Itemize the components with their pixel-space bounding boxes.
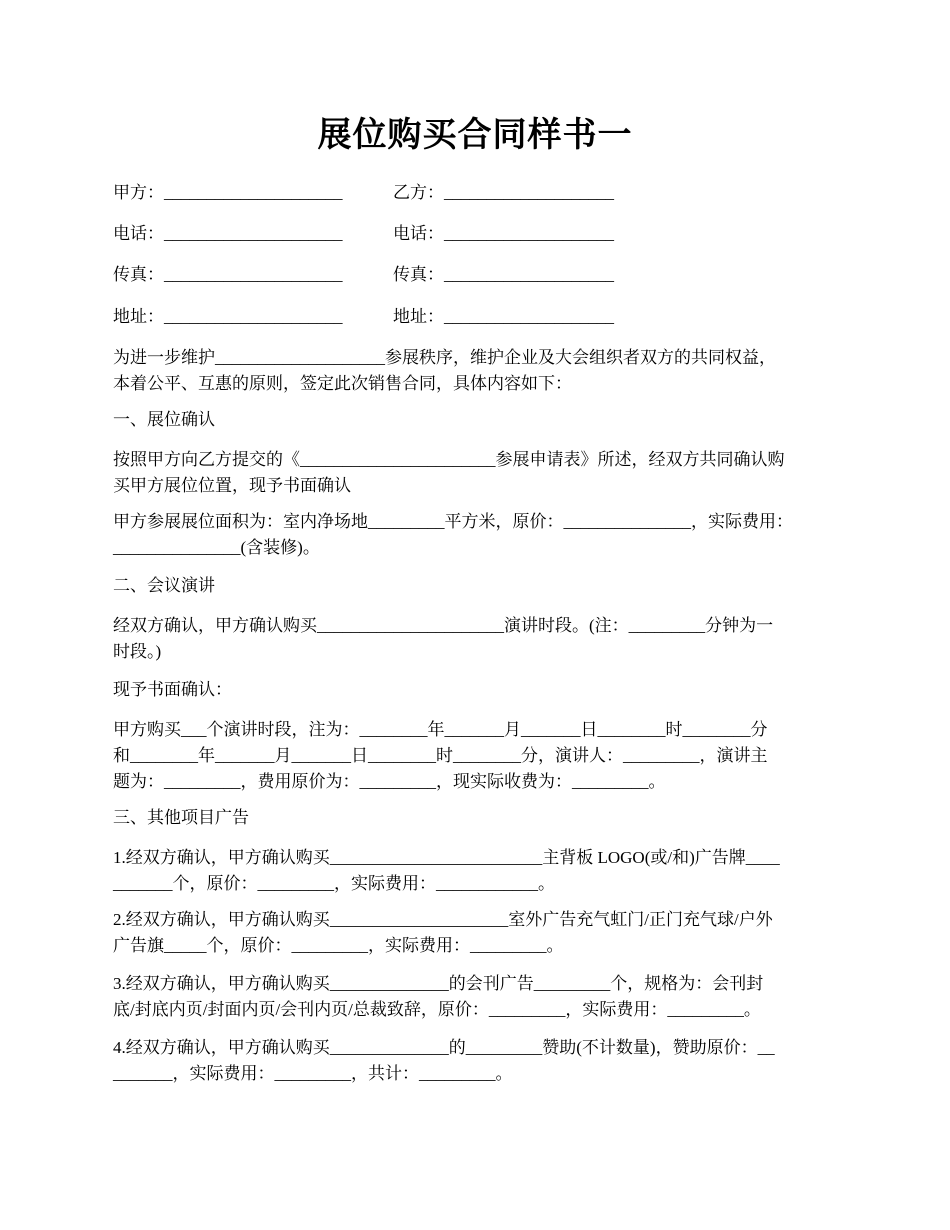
party-a-phone: 电话：_____________________: [113, 224, 343, 243]
paragraph-line: 时段。): [113, 642, 162, 661]
party-b-address: 地址：____________________: [393, 307, 614, 326]
paragraph-line: 1.经双方确认，甲方确认购买_________________________主背板 LOGO(或/和)广告牌____: [113, 848, 780, 867]
section2-paragraph-2: 现予书面确认：: [113, 680, 232, 699]
intro-line: 为进一步维护____________________参展秩序，维护企业及大会组织者双方的共同权益，: [113, 348, 776, 367]
fax-row: [113, 263, 614, 287]
party-a-address: 地址：_____________________: [113, 307, 343, 326]
paragraph-line: 3.经双方确认，甲方确认购买______________的会刊广告_________个，规格为：会刊封: [113, 974, 764, 993]
section3-item-1: [113, 845, 843, 897]
intro-paragraph: [113, 345, 843, 397]
paragraph-line: 经双方确认，甲方确认购买______________________演讲时段。(注：_________分钟为一: [113, 616, 774, 635]
paragraph-line: _______，实际费用：_________，共计：_________。: [113, 1064, 513, 1083]
paragraph-line: 按照甲方向乙方提交的《_______________________参展申请表》所述，经双方共同确认购: [113, 450, 785, 469]
section1-paragraph-1: [113, 447, 843, 499]
address-row: [113, 305, 614, 329]
section1-paragraph-2: [113, 509, 843, 561]
intro-line: 本着公平、互惠的原则，签定此次销售合同，具体内容如下：: [113, 374, 572, 393]
paragraph-line: 和________年_______月_______日________时________分，演讲人：_________，演讲主: [113, 746, 768, 765]
party-a-fax: 传真：_____________________: [113, 265, 343, 284]
party-b-name: 乙方：____________________: [393, 183, 614, 202]
paragraph-line: 题为：_________，费用原价为：_________，现实际收费为：_________。: [113, 772, 666, 791]
paragraph-line: 底/封底内页/封面内页/会刊内页/总裁致辞，原价：_________，实际费用：_________。: [113, 1000, 761, 1019]
paragraph-line: 2.经双方确认，甲方确认购买_____________________室外广告充气虹门/正门充气球/户外: [113, 910, 773, 929]
party-a-name: 甲方：_____________________: [113, 183, 343, 202]
section3-heading: 三、其他项目广告: [113, 808, 249, 827]
section2-heading: 二、会议演讲: [113, 576, 215, 595]
document-title: 展位购买合同样书一: [317, 117, 633, 154]
paragraph-line: 买甲方展位位置，现予书面确认: [113, 476, 351, 495]
section3-item-2: [113, 907, 843, 959]
phone-row: [113, 222, 614, 246]
section2-paragraph-3: [113, 717, 843, 795]
paragraph-line: _______________(含装修)。: [113, 538, 320, 557]
section3-item-3: [113, 971, 843, 1023]
party-b-fax: 传真：____________________: [393, 265, 614, 284]
section3-item-4: [113, 1035, 843, 1087]
party-name-row: [113, 181, 614, 205]
party-b-phone: 电话：____________________: [393, 224, 614, 243]
paragraph-line: 广告旗_____个，原价：_________，实际费用：_________。: [113, 936, 564, 955]
section1-heading: 一、展位确认: [113, 410, 215, 429]
paragraph-line: _______个，原价：_________，实际费用：____________。: [113, 874, 555, 893]
paragraph-line: 甲方参展展位面积为：室内净场地_________平方米，原价：_______________，实际费用：: [113, 512, 793, 531]
paragraph-line: 甲方购买___个演讲时段，注为：________年_______月_______日________时________分: [113, 720, 768, 739]
paragraph-line: 4.经双方确认，甲方确认购买______________的_________赞助(不计数量)，赞助原价：__: [113, 1038, 775, 1057]
section2-paragraph-1: [113, 613, 843, 665]
